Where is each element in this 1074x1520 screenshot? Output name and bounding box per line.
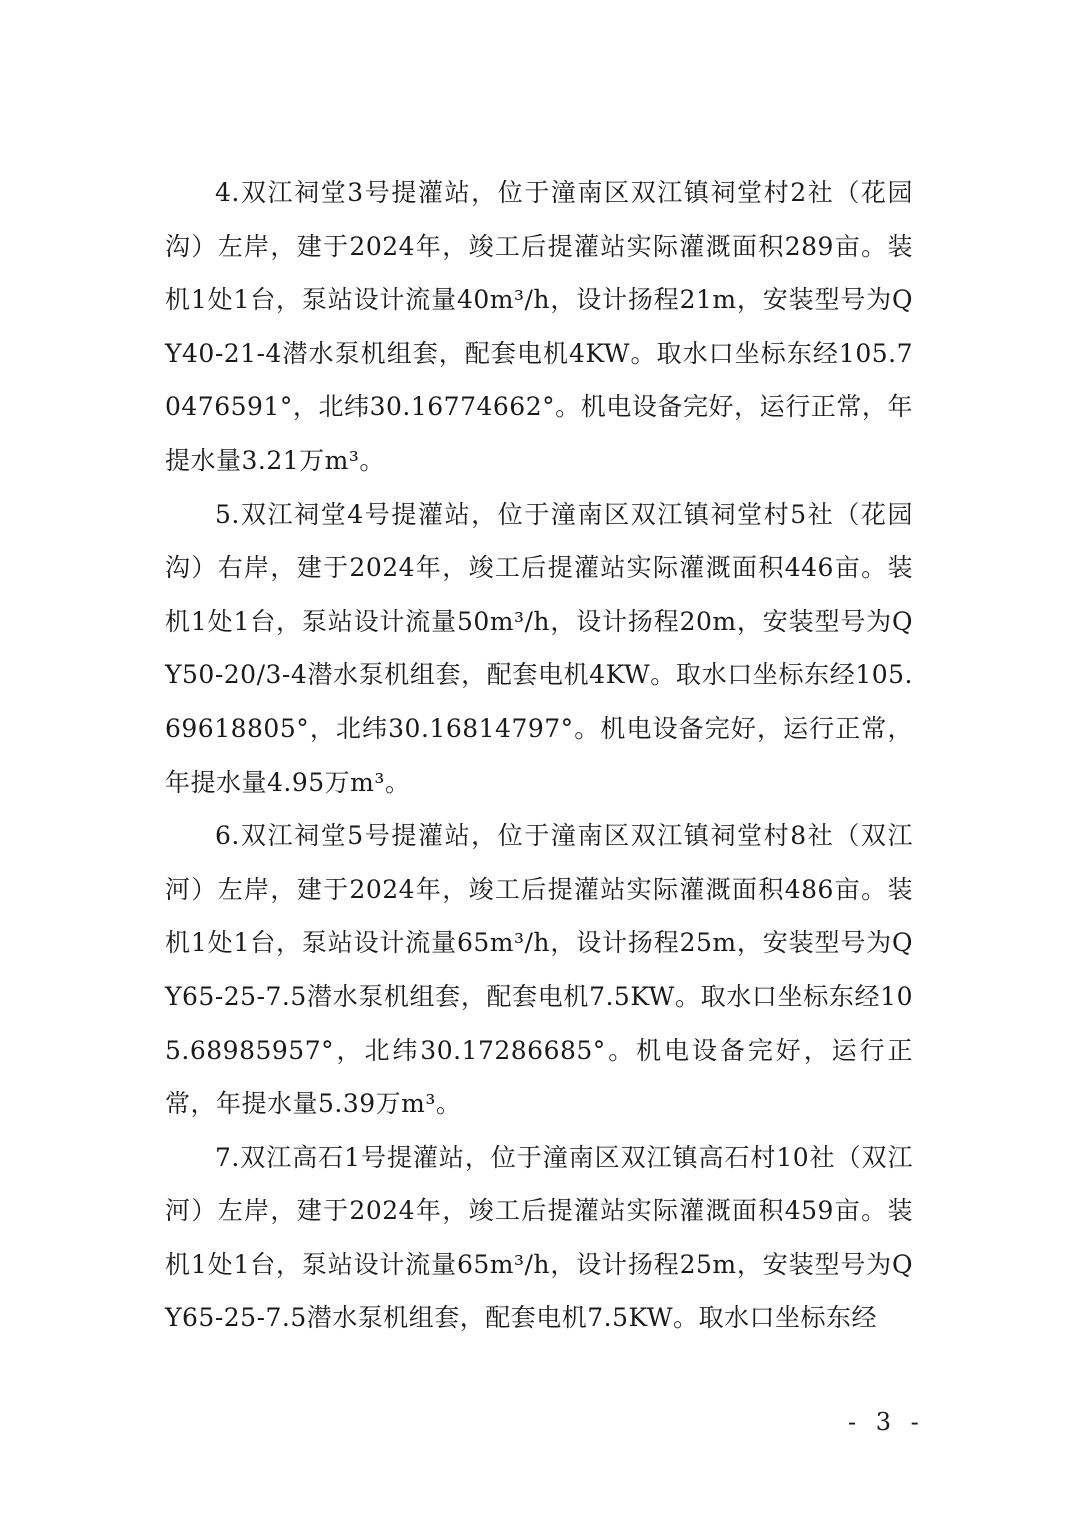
paragraph-station-4: 4.双江祠堂3号提灌站，位于潼南区双江镇祠堂村2社（花园沟）左岸，建于2024年，竣工后提灌站实际灌溉面积289亩。装机1处1台，泵站设计流量40m³/h，设计扬程21m，安装型号为QY40-21-4潜水泵机组套，配套电机4KW。取水口坐标东经105.70476591°，北纬30.16774662°。机电设备完好，运行正常，年提水量3.21万m³。 (165, 178, 913, 475)
document-body (165, 166, 913, 1345)
paragraph-station-7: 7.双江高石1号提灌站，位于潼南区双江镇高石村10社（双江河）左岸，建于2024年，竣工后提灌站实际灌溉面积459亩。装机1处1台，泵站设计流量65m³/h，设计扬程25m，安装型号为QY65-25-7.5潜水泵机组套，配套电机7.5KW。取水口坐标东经 (165, 1142, 913, 1333)
page-number: - 3 - (848, 1408, 925, 1436)
paragraph-station-6: 6.双江祠堂5号提灌站，位于潼南区双江镇祠堂村8社（双江河）左岸，建于2024年，竣工后提灌站实际灌溉面积486亩。装机1处1台，泵站设计流量65m³/h，设计扬程25m，安装型号为QY65-25-7.5潜水泵机组套，配套电机7.5KW。取水口坐标东经105.68985957°，北纬30.17286685°。机电设备完好，运行正常，年提水量5.39万m³。 (165, 821, 913, 1119)
paragraph-station-5: 5.双江祠堂4号提灌站，位于潼南区双江镇祠堂村5社（花园沟）右岸，建于2024年，竣工后提灌站实际灌溉面积446亩。装机1处1台，泵站设计流量50m³/h，设计扬程20m，安装型号为QY50-20/3-4潜水泵机组套，配套电机4KW。取水口坐标东经105.69618805°，北纬30.16814797°。机电设备完好，运行正常，年提水量4.95万m³。 (165, 499, 913, 797)
